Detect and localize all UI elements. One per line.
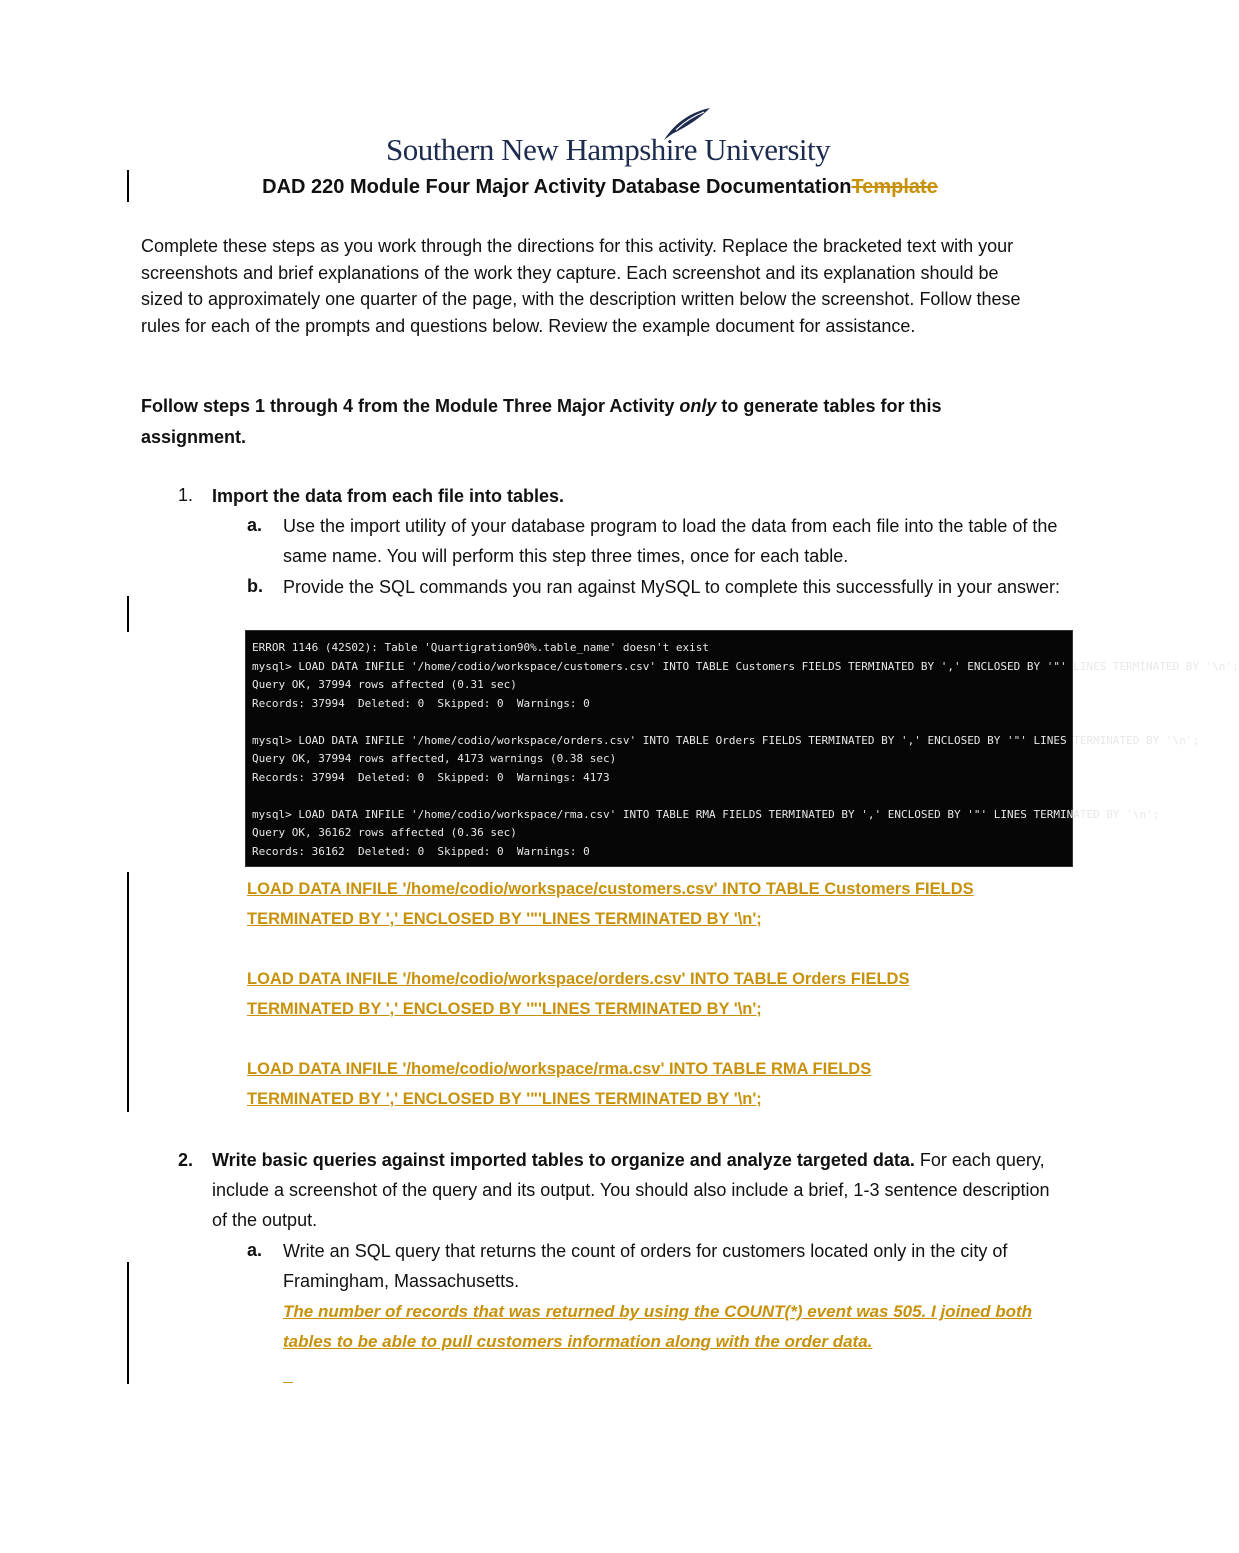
- document-title: [0, 176, 1200, 199]
- follow-instruction: [141, 391, 1011, 453]
- step1-a-text: Use the import utility of your database program to load the data from each file into the table of the same name. You will perform this step three times, once for each table.: [283, 516, 1058, 566]
- title-main: DAD 220 Module Four Major Activity Database Documentation: [262, 176, 852, 198]
- step-number: 1.: [178, 485, 194, 505]
- follow-post: to generate tables for this assignment.: [141, 396, 942, 447]
- step2-text: [212, 1145, 1052, 1235]
- substep-label: a.: [247, 515, 263, 535]
- terminal-line: Query OK, 36162 rows affected (0.36 sec): [252, 826, 517, 839]
- answer-line: LOAD DATA INFILE '/home/codio/workspace/rma.csv' INTO TABLE RMA FIELDS: [247, 1060, 872, 1078]
- substep-label: b.: [247, 576, 263, 596]
- terminal-line: mysql> LOAD DATA INFILE '/home/codio/workspace/customers.csv' INTO TABLE Customers FIELDS TERMINATED BY ',' ENCLOSED BY '"' LINES TERMINATED BY '\n';: [252, 659, 1239, 673]
- terminal-line: Query OK, 37994 rows affected (0.31 sec): [252, 678, 517, 691]
- answer-line: TERMINATED BY ',' ENCLOSED BY '"'LINES TERMINATED BY '\n';: [247, 1000, 762, 1018]
- step2-a-text: Write an SQL query that returns the count of orders for customers located only in the city of Framingham, Massachusetts.: [283, 1241, 1008, 1291]
- follow-emphasis: only: [679, 396, 717, 416]
- follow-pre: Follow steps 1 through 4 from the Module Three Major Activity: [141, 396, 680, 416]
- answer-line: TERMINATED BY ',' ENCLOSED BY '"'LINES TERMINATED BY '\n';: [247, 1090, 762, 1108]
- step2-answer: The number of records that was returned by using the COUNT(*) event was 505. I joined both tables to be able to pull customers information along with the order data.: [283, 1302, 1033, 1351]
- terminal-line: Records: 36162 Deleted: 0 Skipped: 0 Warnings: 0: [252, 844, 590, 858]
- change-bar: [127, 596, 129, 632]
- terminal-screenshot: [245, 630, 1239, 867]
- change-bar: [127, 872, 129, 1112]
- empty-insertion-mark: [283, 1366, 293, 1383]
- answer-orders: [247, 964, 1127, 1024]
- intro-paragraph: Complete these steps as you work through the directions for this activity. Replace the bracketed text with your screenshots and brief explanations of the work they capture. Each screenshot and its explanation should be sized to approximately one quarter of the page, with the description written below the screenshot. Follow these rules for each of the prompts and questions below. Review the example document for assistance.: [141, 236, 1021, 336]
- terminal-line: Records: 37994 Deleted: 0 Skipped: 0 Warnings: 4173: [252, 770, 610, 784]
- step1-b-text: Provide the SQL commands you ran against MySQL to complete this successfully in your answer:: [283, 577, 1061, 597]
- terminal-line: mysql> LOAD DATA INFILE '/home/codio/workspace/orders.csv' INTO TABLE Orders FIELDS TERMINATED BY ',' ENCLOSED BY '"' LINES TERMINATED BY '\n';: [252, 733, 1200, 747]
- step-number: 2.: [178, 1150, 194, 1170]
- university-logo: [386, 104, 831, 174]
- answer-line: LOAD DATA INFILE '/home/codio/workspace/customers.csv' INTO TABLE Customers FIELDS: [247, 880, 974, 898]
- terminal-line: ERROR 1146 (42S02): Table 'Quartigration90%.table_name' doesn't exist: [252, 641, 709, 654]
- answer-line: LOAD DATA INFILE '/home/codio/workspace/orders.csv' INTO TABLE Orders FIELDS: [247, 970, 910, 988]
- substep-label: a.: [247, 1240, 263, 1260]
- logo-wordmark: Southern New Hampshire University: [386, 132, 831, 167]
- change-bar: [127, 1262, 129, 1384]
- terminal-line: [252, 787, 1072, 806]
- answer-line: TERMINATED BY ',' ENCLOSED BY '"'LINES TERMINATED BY '\n';: [247, 910, 762, 928]
- terminal-line: [252, 713, 1072, 732]
- terminal-line: mysql> LOAD DATA INFILE '/home/codio/workspace/rma.csv' INTO TABLE RMA FIELDS TERMINATED BY ',' ENCLOSED BY '"' LINES TERMINATED BY '\n';: [252, 807, 1160, 821]
- answer-customers: [247, 874, 1127, 934]
- step1-heading: Import the data from each file into tables.: [212, 486, 565, 506]
- answer-rma: [247, 1054, 1127, 1114]
- step2-rest: For each query, include a screenshot of the query and its output. You should also include a brief, 1-3 sentence description of the output.: [212, 1150, 1050, 1230]
- title-deleted-word: Template: [851, 176, 938, 198]
- step2-heading: Write basic queries against imported tables to organize and analyze targeted data.: [212, 1150, 915, 1170]
- terminal-line: Records: 37994 Deleted: 0 Skipped: 0 Warnings: 0: [252, 696, 590, 710]
- terminal-line: Query OK, 37994 rows affected, 4173 warnings (0.38 sec): [252, 752, 617, 765]
